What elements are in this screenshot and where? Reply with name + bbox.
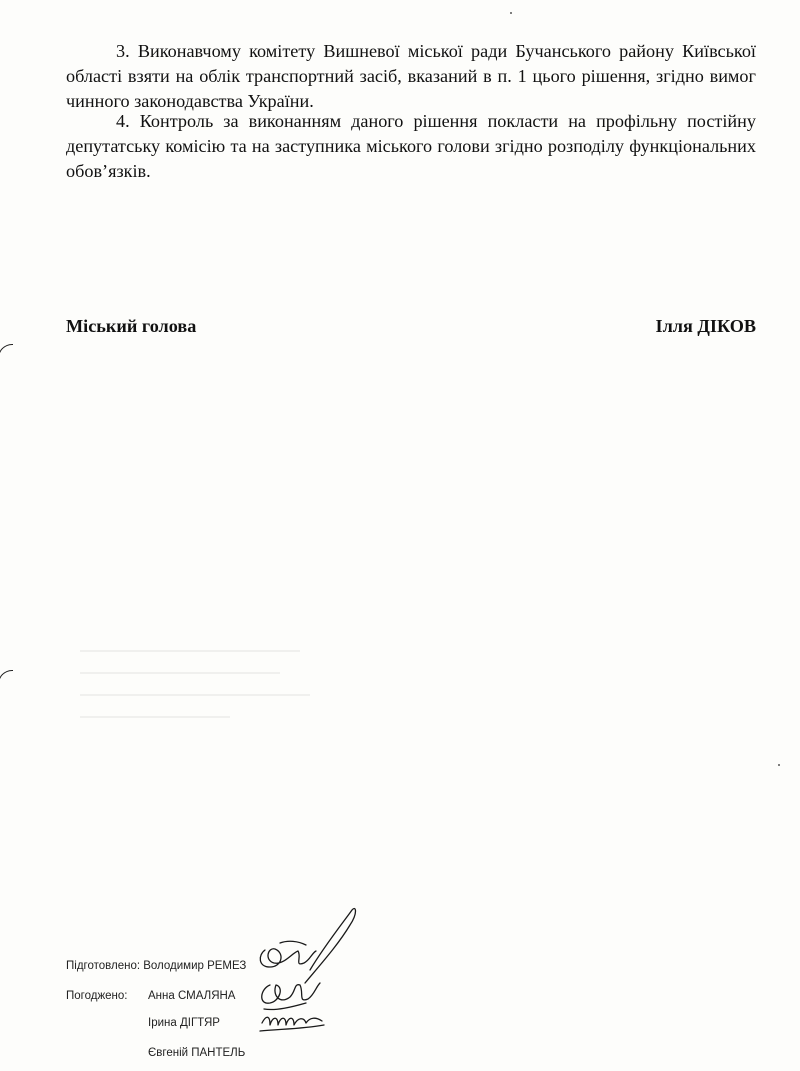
paragraph-4: 4. Контроль за виконанням даного рішення покласти на профільну постійну депутатську комісію та на заступника міського голови згідно розподілу функціональних обов’язків. [66, 111, 756, 181]
paragraph-3: 3. Виконавчому комітету Вишневої міської ради Бучанського району Київської області взяти на облік транспортний засіб, вказаний в п. 1 цього рішення, згідно вимог чинного законодавства України. [66, 41, 756, 111]
bleed-through-text [70, 0, 760, 30]
scan-speck [510, 12, 512, 14]
agreed-name-1: Анна СМАЛЯНА [148, 990, 236, 1002]
agreed-row [66, 990, 236, 1002]
scan-speck [778, 764, 780, 766]
handwritten-signatures [250, 905, 370, 1040]
punch-hole-mark [0, 670, 13, 699]
prepared-by: Підготовлено: Володимир РЕМЕЗ [66, 960, 247, 972]
position-title: Міський голова [66, 316, 197, 336]
agreed-name-3: Євгеній ПАНТЕЛЬ [148, 1047, 246, 1059]
mayor-signature-row [66, 316, 756, 337]
agreed-label: Погоджено: [66, 990, 128, 1002]
agreed-name-2: Ірина ДІГТЯР [148, 1017, 220, 1029]
punch-hole-mark [0, 344, 13, 373]
signatory-name: Ілля ДІКОВ [655, 316, 756, 336]
bleed-through-lines [80, 650, 340, 760]
